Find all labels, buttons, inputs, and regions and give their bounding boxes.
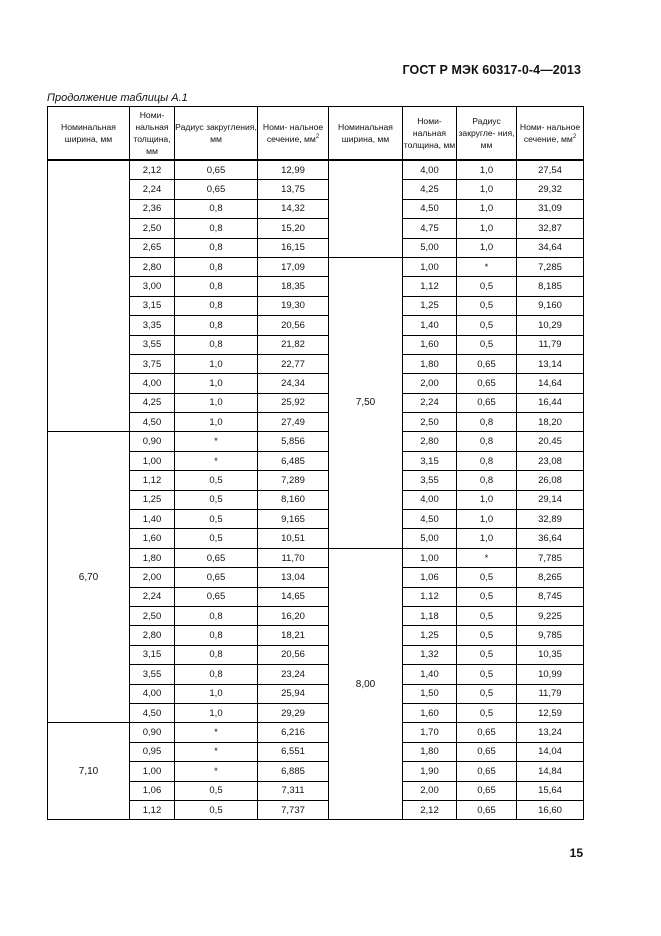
right-thickness-cell: 1,18 [403,606,457,625]
left-thickness-cell: 3,00 [130,277,175,296]
right-section-cell: 29,14 [517,490,584,509]
left-radius-cell: 1,0 [175,413,258,432]
right-thickness-cell: 1,00 [403,257,457,276]
left-section-cell: 25,94 [258,684,329,703]
right-thickness-cell: 1,12 [403,587,457,606]
right-radius-cell: 0,65 [457,742,517,761]
left-section-cell: 6,216 [258,723,329,742]
left-section-cell: 21,82 [258,335,329,354]
right-radius-cell: 0,8 [457,413,517,432]
right-radius-cell: 0,65 [457,374,517,393]
left-thickness-cell: 3,15 [130,645,175,664]
left-thickness-cell: 1,00 [130,762,175,781]
right-thickness-cell: 1,06 [403,568,457,587]
table-row [48,160,584,180]
right-section-cell: 14,64 [517,374,584,393]
right-section-cell: 36,64 [517,529,584,548]
left-section-cell: 5,856 [258,432,329,451]
left-section-cell: 11,70 [258,548,329,567]
left-radius-cell: 0,8 [175,645,258,664]
left-radius-cell: 0,65 [175,568,258,587]
right-thickness-cell: 2,00 [403,781,457,800]
right-section-cell: 10,99 [517,665,584,684]
left-thickness-cell: 4,00 [130,374,175,393]
header-thickness-left: Номи- нальная толщина, мм [130,107,175,161]
right-section-cell: 12,59 [517,703,584,722]
right-radius-cell: 1,0 [457,529,517,548]
left-thickness-cell: 1,00 [130,451,175,470]
right-thickness-cell: 1,80 [403,742,457,761]
right-radius-cell: 0,5 [457,568,517,587]
right-radius-cell: 1,0 [457,180,517,199]
left-section-cell: 6,551 [258,742,329,761]
right-thickness-cell: 3,15 [403,451,457,470]
right-section-cell: 23,08 [517,451,584,470]
left-thickness-cell: 3,55 [130,335,175,354]
left-radius-cell: * [175,742,258,761]
right-width-cell: 8,00 [329,548,403,819]
left-radius-cell: 0,5 [175,490,258,509]
left-radius-cell: 0,8 [175,296,258,315]
left-width-cell: 7,10 [48,723,130,820]
left-radius-cell: 0,5 [175,529,258,548]
left-thickness-cell: 2,50 [130,219,175,238]
right-section-cell: 9,225 [517,606,584,625]
left-radius-cell: 1,0 [175,393,258,412]
right-section-cell: 13,24 [517,723,584,742]
right-section-cell: 31,09 [517,199,584,218]
left-radius-cell: 0,8 [175,316,258,335]
header-section-left: Номи- нальное сечение, $мм^2$ [258,107,329,161]
right-thickness-cell: 1,90 [403,762,457,781]
left-thickness-cell: 2,36 [130,199,175,218]
left-radius-cell: 0,8 [175,199,258,218]
left-section-cell: 14,32 [258,199,329,218]
left-radius-cell: 0,8 [175,335,258,354]
table-row [48,432,584,451]
left-radius-cell: * [175,432,258,451]
right-radius-cell: 0,5 [457,626,517,645]
right-thickness-cell: 1,25 [403,296,457,315]
right-section-cell: 10,29 [517,316,584,335]
right-thickness-cell: 4,00 [403,160,457,180]
right-radius-cell: 0,5 [457,684,517,703]
right-section-cell: 9,785 [517,626,584,645]
left-section-cell: 24,34 [258,374,329,393]
right-section-cell: 8,265 [517,568,584,587]
left-width-cell [48,160,130,432]
right-section-cell: 9,160 [517,296,584,315]
left-section-cell: 15,20 [258,219,329,238]
left-thickness-cell: 1,80 [130,548,175,567]
left-section-cell: 9,165 [258,510,329,529]
right-radius-cell: 0,5 [457,606,517,625]
right-radius-cell: 1,0 [457,219,517,238]
left-radius-cell: 0,8 [175,219,258,238]
right-thickness-cell: 5,00 [403,238,457,257]
left-radius-cell: 0,65 [175,587,258,606]
right-width-cell: 7,50 [329,257,403,548]
left-section-cell: 29,29 [258,703,329,722]
left-radius-cell: 0,8 [175,626,258,645]
left-radius-cell: 0,65 [175,180,258,199]
left-radius-cell: * [175,451,258,470]
right-thickness-cell: 1,60 [403,335,457,354]
right-section-cell: 18,20 [517,413,584,432]
right-section-cell: 16,60 [517,800,584,819]
right-thickness-cell: 4,50 [403,510,457,529]
left-radius-cell: 0,8 [175,665,258,684]
left-section-cell: 12,99 [258,160,329,180]
right-radius-cell: 0,5 [457,645,517,664]
right-thickness-cell: 1,50 [403,684,457,703]
right-radius-cell: 0,65 [457,393,517,412]
header-radius-left: Радиус закругления, мм [175,107,258,161]
left-width-cell: 6,70 [48,432,130,723]
table-row [48,723,584,742]
left-section-cell: 14,65 [258,587,329,606]
left-thickness-cell: 4,00 [130,684,175,703]
right-radius-cell: 1,0 [457,199,517,218]
right-thickness-cell: 1,40 [403,316,457,335]
right-thickness-cell: 4,25 [403,180,457,199]
left-radius-cell: 0,8 [175,277,258,296]
left-thickness-cell: 2,65 [130,238,175,257]
left-thickness-cell: 4,50 [130,703,175,722]
right-radius-cell: 0,5 [457,335,517,354]
right-width-cell [329,160,403,257]
left-thickness-cell: 1,06 [130,781,175,800]
left-section-cell: 7,289 [258,471,329,490]
right-section-cell: 10,35 [517,645,584,664]
left-thickness-cell: 2,00 [130,568,175,587]
left-thickness-cell: 2,50 [130,606,175,625]
right-thickness-cell: 3,55 [403,471,457,490]
left-thickness-cell: 3,55 [130,665,175,684]
right-radius-cell: 0,8 [457,471,517,490]
left-radius-cell: 1,0 [175,703,258,722]
right-thickness-cell: 5,00 [403,529,457,548]
left-radius-cell: 0,5 [175,471,258,490]
right-radius-cell: 1,0 [457,490,517,509]
dimensions-table [47,106,584,820]
left-thickness-cell: 1,40 [130,510,175,529]
right-section-cell: 8,185 [517,277,584,296]
left-radius-cell: 0,8 [175,257,258,276]
right-radius-cell: 0,65 [457,354,517,373]
left-thickness-cell: 2,24 [130,587,175,606]
right-section-cell: 13,14 [517,354,584,373]
header-width-left: Номинальная ширина, мм [48,107,130,161]
table-body [48,160,584,820]
right-thickness-cell: 1,00 [403,548,457,567]
header-radius-right: Радиус закругле- ния, мм [457,107,517,161]
right-section-cell: 16,44 [517,393,584,412]
right-radius-cell: * [457,257,517,276]
right-section-cell: 15,64 [517,781,584,800]
right-radius-cell: 0,8 [457,432,517,451]
left-thickness-cell: 4,25 [130,393,175,412]
left-section-cell: 18,21 [258,626,329,645]
header-section-right: Номи- нальное сечение, $мм^2$ [517,107,584,161]
left-section-cell: 7,311 [258,781,329,800]
header-width-right: Номинальная ширина, мм [329,107,403,161]
left-radius-cell: 0,8 [175,238,258,257]
left-radius-cell: 0,5 [175,781,258,800]
left-thickness-cell: 3,15 [130,296,175,315]
right-radius-cell: 1,0 [457,510,517,529]
right-thickness-cell: 4,00 [403,490,457,509]
page-number: 15 [569,846,583,860]
left-radius-cell: 0,5 [175,510,258,529]
right-radius-cell: 0,5 [457,665,517,684]
left-radius-cell: 0,5 [175,800,258,819]
right-radius-cell: 0,8 [457,451,517,470]
left-radius-cell: * [175,762,258,781]
right-section-cell: 29,32 [517,180,584,199]
right-thickness-cell: 2,12 [403,800,457,819]
left-radius-cell: 1,0 [175,354,258,373]
left-thickness-cell: 2,80 [130,257,175,276]
left-section-cell: 27,49 [258,413,329,432]
left-section-cell: 25,92 [258,393,329,412]
right-section-cell: 32,87 [517,219,584,238]
right-thickness-cell: 1,70 [403,723,457,742]
right-section-cell: 14,84 [517,762,584,781]
right-section-cell: 26,08 [517,471,584,490]
left-thickness-cell: 1,12 [130,800,175,819]
right-section-cell: 7,285 [517,257,584,276]
left-section-cell: 20,56 [258,316,329,335]
right-radius-cell: 0,5 [457,703,517,722]
right-thickness-cell: 2,24 [403,393,457,412]
right-thickness-cell: 1,60 [403,703,457,722]
right-radius-cell: * [457,548,517,567]
left-radius-cell: 1,0 [175,374,258,393]
left-radius-cell: * [175,723,258,742]
right-thickness-cell: 1,80 [403,354,457,373]
left-radius-cell: 0,65 [175,548,258,567]
left-radius-cell: 0,8 [175,606,258,625]
right-section-cell: 11,79 [517,684,584,703]
right-section-cell: 32,89 [517,510,584,529]
right-section-cell: 7,785 [517,548,584,567]
left-thickness-cell: 1,60 [130,529,175,548]
right-radius-cell: 0,65 [457,762,517,781]
left-radius-cell: 1,0 [175,684,258,703]
right-thickness-cell: 1,32 [403,645,457,664]
right-section-cell: 34,64 [517,238,584,257]
right-thickness-cell: 4,50 [403,199,457,218]
left-section-cell: 22,77 [258,354,329,373]
document-code: ГОСТ Р МЭК 60317-0-4—2013 [402,63,581,77]
right-thickness-cell: 2,00 [403,374,457,393]
table-caption: Продолжение таблицы А.1 [47,92,188,104]
right-section-cell: 20,45 [517,432,584,451]
left-section-cell: 7,737 [258,800,329,819]
left-radius-cell: 0,65 [175,160,258,180]
left-section-cell: 6,485 [258,451,329,470]
left-thickness-cell: 1,12 [130,471,175,490]
left-section-cell: 18,35 [258,277,329,296]
right-section-cell: 14,04 [517,742,584,761]
right-thickness-cell: 1,12 [403,277,457,296]
table-header-row [48,107,584,161]
left-section-cell: 20,56 [258,645,329,664]
right-thickness-cell: 4,75 [403,219,457,238]
left-section-cell: 8,160 [258,490,329,509]
right-radius-cell: 0,65 [457,723,517,742]
right-radius-cell: 0,65 [457,800,517,819]
left-section-cell: 16,20 [258,606,329,625]
right-radius-cell: 1,0 [457,238,517,257]
right-thickness-cell: 1,25 [403,626,457,645]
right-radius-cell: 0,5 [457,587,517,606]
right-radius-cell: 0,5 [457,316,517,335]
left-thickness-cell: 0,95 [130,742,175,761]
left-section-cell: 10,51 [258,529,329,548]
left-thickness-cell: 2,80 [130,626,175,645]
right-section-cell: 27,54 [517,160,584,180]
right-radius-cell: 0,5 [457,296,517,315]
right-radius-cell: 0,65 [457,781,517,800]
left-thickness-cell: 0,90 [130,723,175,742]
right-thickness-cell: 1,40 [403,665,457,684]
left-section-cell: 17,09 [258,257,329,276]
left-section-cell: 23,24 [258,665,329,684]
header-thickness-right: Номи- нальная толщина, мм [403,107,457,161]
right-section-cell: 11,79 [517,335,584,354]
right-radius-cell: 1,0 [457,160,517,180]
left-section-cell: 6,885 [258,762,329,781]
right-thickness-cell: 2,50 [403,413,457,432]
left-thickness-cell: 0,90 [130,432,175,451]
left-section-cell: 16,15 [258,238,329,257]
left-thickness-cell: 4,50 [130,413,175,432]
left-section-cell: 13,75 [258,180,329,199]
right-section-cell: 8,745 [517,587,584,606]
left-thickness-cell: 1,25 [130,490,175,509]
left-thickness-cell: 3,35 [130,316,175,335]
right-thickness-cell: 2,80 [403,432,457,451]
left-section-cell: 19,30 [258,296,329,315]
right-radius-cell: 0,5 [457,277,517,296]
left-thickness-cell: 2,12 [130,160,175,180]
left-section-cell: 13,04 [258,568,329,587]
left-thickness-cell: 2,24 [130,180,175,199]
left-thickness-cell: 3,75 [130,354,175,373]
